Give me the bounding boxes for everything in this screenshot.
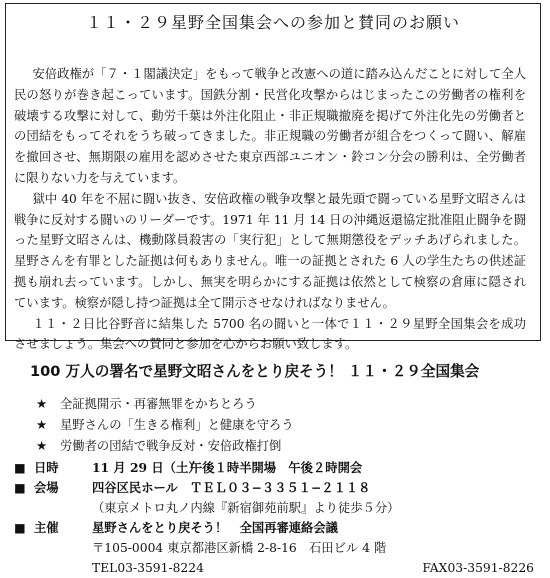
paragraph: １１・２日比谷野音に結集した 5700 名の闘いと一体で１１・２９星野全国集会を成功させましょう。集会への賛同と参加を心からお願い致します。 xyxy=(14,316,526,352)
event-date: 11 月 29 日（土） xyxy=(92,460,201,475)
square-bullet-icon: ■ xyxy=(14,521,26,535)
host-fax: FAX03-3591-8226 xyxy=(422,561,534,575)
host-row xyxy=(14,518,534,538)
goal-text: 星野さんの「生きる権利」と健康を守ろう xyxy=(60,418,294,432)
date-label: 日時 xyxy=(34,460,59,475)
venue-label: 会場 xyxy=(34,480,59,495)
venue-tel: ＴＥＬ０３−３３５１−２１１８ xyxy=(190,480,371,495)
event-info xyxy=(14,458,534,578)
event-time: 午後１時半開場 午後２時開会 xyxy=(190,460,363,475)
contact-row xyxy=(14,558,534,578)
goal-item xyxy=(36,415,294,436)
paragraph: 安倍政権が「７・１閣議決定」をもって戦争と改憲への道に踏み込んだことに対して全人民の怒りが巻き起こっています。国鉄分割・民営化攻撃からはじまったこの労働者の権利を破壊する攻撃に対して、動労千葉は外注化阻止・非正規職撤廃を掲げて外注化先の労働者との団結をもってそれをうち破ってきました。非正規職の労働者が組合をつくって闘い、解雇を撤回させ、無期限の雇用を認めさせた東京西部ユニオン・鈴コン分会の勝利は、全労働者に限りない力を与えています。 xyxy=(14,67,526,185)
goal-item xyxy=(36,394,294,415)
star-icon: ★ xyxy=(36,418,48,432)
goal-text: 労働者の団結で戦争反対・安倍政権打倒 xyxy=(60,439,282,453)
goals-list xyxy=(36,394,294,457)
date-row xyxy=(14,458,534,478)
host-name: 星野さんをとり戻そう！ 全国再審連絡会議 xyxy=(92,520,338,535)
document-title: １１・２９星野全国集会への参加と賛同のお願い xyxy=(85,13,460,32)
access-note: （東京メトロ丸ノ内線『新宿御苑前駅』より徒歩５分） xyxy=(92,501,400,515)
square-bullet-icon: ■ xyxy=(14,461,26,475)
paragraph: 獄中 40 年を不屈に闘い抜き、安倍政権の戦争攻撃と最先頭で闘っている星野文昭さんは戦争に反対する闘いのリーダーです。1971 年 11 月 14 日の沖縄返還協定批准阻止闘争を闘った星野文昭さんは、機動隊員殺害の「実行犯」として無期懲役をデッチあげられました。星野さんを有罪とした証拠は何もありません。唯一の証拠とされた 6 人の学生たちの供述証拠も崩れ去っています。しかし、無実を明らかにする証拠は依然として検察の倉庫に隠されています。検察が隠し持つ証拠は全て開示させなければなりません。 xyxy=(14,191,526,310)
goal-text: 全証拠開示・再審無罪をかちとろう xyxy=(60,397,257,411)
star-icon: ★ xyxy=(36,439,48,453)
star-icon: ★ xyxy=(36,397,48,411)
venue-name: 四谷区民ホール xyxy=(92,480,178,495)
host-label: 主催 xyxy=(34,520,59,535)
venue-row xyxy=(14,478,534,498)
slogan-heading: 100 万人の署名で星野文昭さんをとり戻そう！ １１・２９全国集会 xyxy=(30,363,480,380)
appeal-body xyxy=(14,64,526,355)
host-address: 〒105-0004 東京都港区新橋 2-8-16 石田ビル 4 階 xyxy=(92,541,387,555)
host-tel: TEL03-3591-8224 xyxy=(92,561,204,575)
square-bullet-icon: ■ xyxy=(14,481,26,495)
address-row xyxy=(14,538,534,558)
goal-item xyxy=(36,436,294,457)
access-row xyxy=(14,498,534,518)
